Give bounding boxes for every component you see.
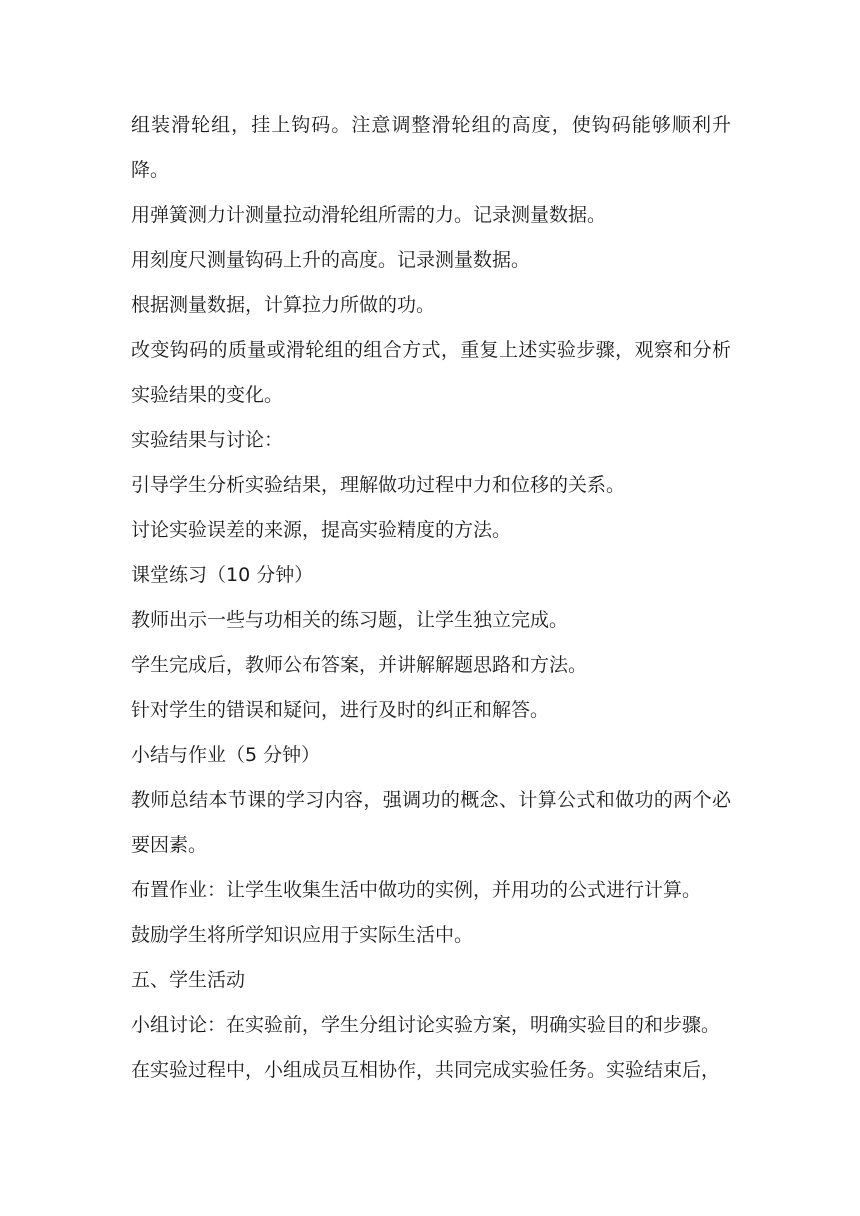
- heading-summary-homework: 小结与作业（5 分钟）: [131, 744, 321, 766]
- paragraph-compute-work: 根据测量数据，计算拉力所做的功。: [131, 294, 436, 316]
- paragraph-summary: 教师总结本节课的学习内容，强调功的概念、计算公式和做功的两个必要因素。: [131, 789, 731, 856]
- paragraph-measure-force: 用弹簧测力计测量拉动滑轮组所需的力。记录测量数据。: [131, 204, 607, 226]
- paragraph-group-cooperation: 在实验过程中，小组成员互相协作，共同完成实验任务。实验结束后，: [131, 1059, 721, 1081]
- paragraph-exercise-correct: 针对学生的错误和疑问，进行及时的纠正和解答。: [131, 699, 550, 721]
- paragraph-encourage: 鼓励学生将所学知识应用于实际生活中。: [131, 924, 474, 946]
- paragraph-group-discussion: 小组讨论：在实验前，学生分组讨论实验方案，明确实验目的和步骤。: [131, 1014, 721, 1036]
- paragraph-exercise-answer: 学生完成后，教师公布答案，并讲解解题思路和方法。: [131, 654, 588, 676]
- paragraph-assemble-pulley: 组装滑轮组，挂上钩码。注意调整滑轮组的高度，使钩码能够顺利升降。: [131, 114, 731, 181]
- heading-class-exercise: 课堂练习（10 分钟）: [131, 564, 314, 586]
- paragraph-exercise-show: 教师出示一些与功相关的练习题，让学生独立完成。: [131, 609, 569, 631]
- paragraph-discuss-errors: 讨论实验误差的来源，提高实验精度的方法。: [131, 519, 512, 541]
- paragraph-analyze-results: 引导学生分析实验结果，理解做功过程中力和位移的关系。: [131, 474, 626, 496]
- heading-student-activities: 五、学生活动: [131, 969, 246, 991]
- document-body: [131, 103, 731, 1093]
- paragraph-homework: 布置作业：让学生收集生活中做功的实例，并用功的公式进行计算。: [131, 879, 702, 901]
- heading-results-discussion: 实验结果与讨论：: [131, 429, 284, 451]
- paragraph-vary-mass: 改变钩码的质量或滑轮组的组合方式，重复上述实验步骤，观察和分析实验结果的变化。: [131, 339, 731, 406]
- paragraph-measure-height: 用刻度尺测量钩码上升的高度。记录测量数据。: [131, 249, 531, 271]
